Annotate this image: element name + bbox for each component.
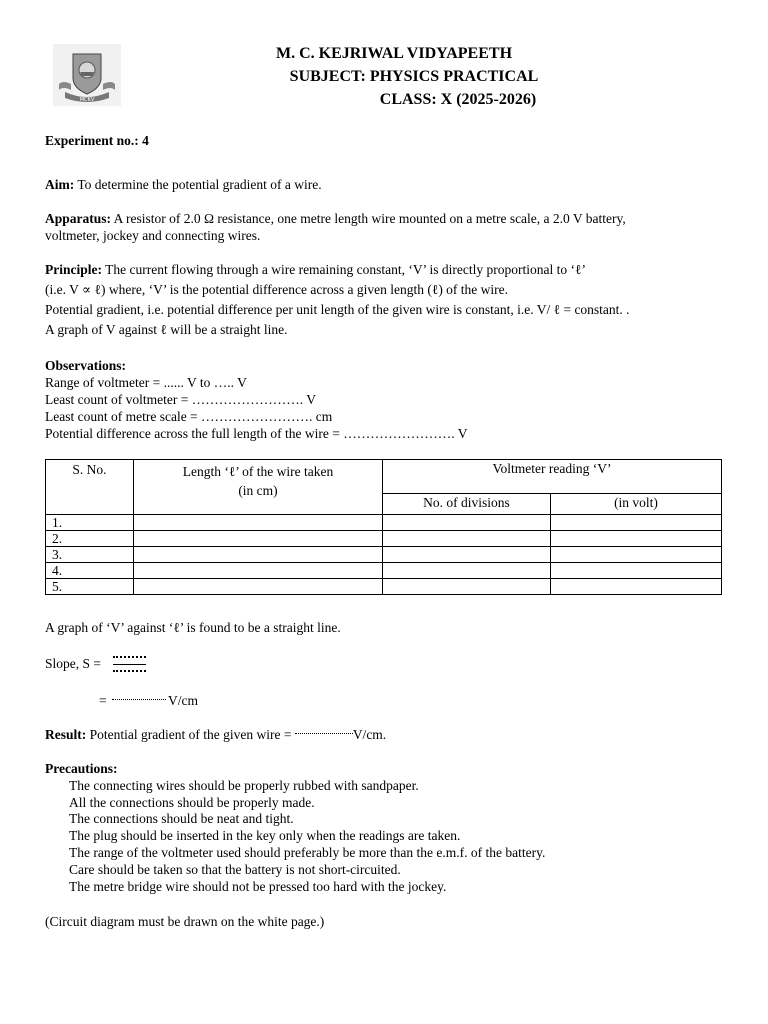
- principle-line-2: (i.e. V ∝ ℓ) where, ‘V’ is the potential difference across a given length (ℓ) of the wire.: [45, 282, 509, 297]
- apparatus-line-1: [45, 210, 626, 227]
- table-cell[interactable]: [551, 547, 722, 563]
- slope-denominator-blank: [113, 665, 146, 672]
- slope-value-blank: [112, 699, 166, 700]
- precaution-item: All the connections should be properly made.: [69, 795, 315, 810]
- header-sno: S. No.: [46, 460, 134, 515]
- header-volt: (in volt): [551, 494, 722, 515]
- aim-label: Aim:: [45, 177, 75, 192]
- header-voltmeter: Voltmeter reading ‘V’: [383, 460, 722, 494]
- table-row: [46, 515, 722, 531]
- observation-voltmeter-lc: Least count of voltmeter = ……………………. V: [45, 392, 316, 407]
- table-cell[interactable]: [383, 515, 551, 531]
- table-cell[interactable]: [134, 515, 383, 531]
- table-cell[interactable]: [134, 547, 383, 563]
- principle-line-1: [45, 261, 586, 278]
- result-label: Result:: [45, 727, 87, 742]
- result-unit: V/cm.: [352, 727, 387, 742]
- aim-line: [45, 176, 322, 193]
- table-cell[interactable]: [551, 579, 722, 595]
- slope-fraction: [113, 656, 146, 672]
- subject-line: SUBJECT: PHYSICS PRACTICAL: [289, 68, 539, 85]
- observation-full-pd: Potential difference across the full length of the wire = ……………………. V: [45, 426, 468, 441]
- apparatus-label: Apparatus:: [45, 211, 112, 226]
- row-number: 2.: [46, 531, 134, 547]
- principle-line-4: A graph of V against ℓ will be a straight line.: [45, 322, 288, 337]
- row-number: 3.: [46, 547, 134, 563]
- school-name: M. C. KEJRIWAL VIDYAPEETH: [275, 45, 513, 62]
- precaution-item: The connecting wires should be properly rubbed with sandpaper.: [69, 778, 419, 793]
- row-number: 5.: [46, 579, 134, 595]
- apparatus-line-2: voltmeter, jockey and connecting wires.: [45, 228, 261, 243]
- table-cell[interactable]: [383, 563, 551, 579]
- observations-label: Observations:: [45, 358, 126, 373]
- slope-unit: V/cm: [168, 693, 198, 708]
- apparatus-text-1: A resistor of 2.0 Ω resistance, one metre length wire mounted on a metre scale, a 2.0 V battery,: [111, 211, 626, 226]
- row-number: 4.: [46, 563, 134, 579]
- precaution-item: The range of the voltmeter used should preferably be more than the e.m.f. of the battery.: [69, 845, 546, 860]
- table-cell[interactable]: [383, 579, 551, 595]
- table-cell[interactable]: [551, 531, 722, 547]
- precautions-label: Precautions:: [45, 761, 118, 776]
- precaution-item: The plug should be inserted in the key only when the readings are taken.: [69, 828, 461, 843]
- table-cell[interactable]: [134, 531, 383, 547]
- header-length-1: Length ‘ℓ’ of the wire taken: [182, 464, 334, 479]
- result-line: [45, 726, 386, 743]
- row-number: 1.: [46, 515, 134, 531]
- table-cell[interactable]: [551, 515, 722, 531]
- result-blank: [295, 733, 353, 734]
- table-cell[interactable]: [134, 563, 383, 579]
- table-cell[interactable]: [383, 531, 551, 547]
- observation-table: [45, 459, 722, 595]
- result-text: Potential gradient of the given wire =: [86, 727, 295, 742]
- footer-note: (Circuit diagram must be drawn on the white page.): [45, 914, 325, 929]
- class-line: CLASS: X (2025-2026): [379, 91, 537, 108]
- precaution-item: Care should be taken so that the battery is not short-circuited.: [69, 862, 401, 877]
- aim-text: To determine the potential gradient of a wire.: [74, 177, 322, 192]
- experiment-number: Experiment no.: 4: [45, 133, 149, 148]
- principle-label: Principle:: [45, 262, 102, 277]
- header-length: [134, 460, 383, 515]
- svg-text:MCKV: MCKV: [79, 97, 95, 103]
- slope-equals: =: [99, 693, 107, 708]
- observation-range: Range of voltmeter = ...... V to ….. V: [45, 375, 247, 390]
- table-cell[interactable]: [134, 579, 383, 595]
- table-row: [46, 547, 722, 563]
- observation-scale-lc: Least count of metre scale = ……………………. cm: [45, 409, 333, 424]
- header-length-2: (in cm): [238, 483, 278, 498]
- table-row: [46, 579, 722, 595]
- table-cell[interactable]: [383, 547, 551, 563]
- principle-line-3: Potential gradient, i.e. potential difference per unit length of the given wire is constant, i.e. V/ ℓ = constant. .: [45, 302, 630, 317]
- precaution-item: The connections should be neat and tight.: [69, 811, 294, 826]
- table-row: [46, 563, 722, 579]
- table-row: [46, 531, 722, 547]
- slope-numerator-blank: [113, 656, 146, 663]
- principle-text-1: The current flowing through a wire remaining constant, ‘V’ is directly proportional to ‘ℓ’: [102, 262, 586, 277]
- slope-label: Slope, S =: [45, 656, 101, 671]
- header-divisions: No. of divisions: [383, 494, 551, 515]
- graph-statement: A graph of ‘V’ against ‘ℓ’ is found to be a straight line.: [45, 620, 341, 635]
- precaution-item: The metre bridge wire should not be pressed too hard with the jockey.: [69, 879, 447, 894]
- table-cell[interactable]: [551, 563, 722, 579]
- slope-value-line: [99, 692, 198, 709]
